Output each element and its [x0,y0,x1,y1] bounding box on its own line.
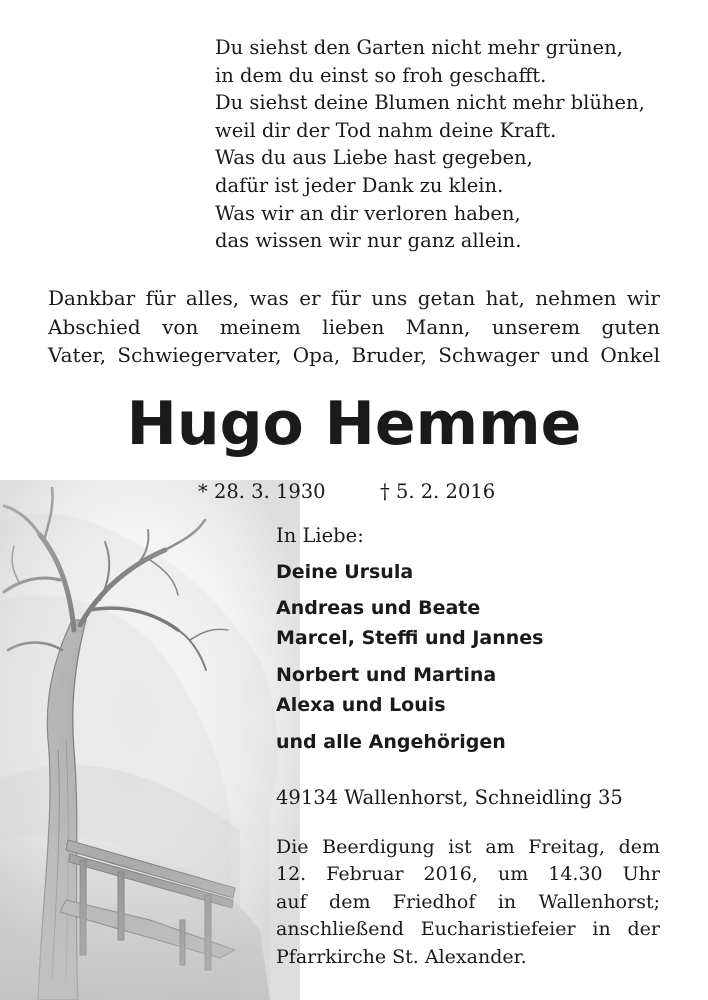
in-love-label: In Liebe: [276,524,364,547]
deceased-name: Hugo Hemme [126,389,582,459]
funeral-notice [276,834,660,971]
poem-line: Du siehst deine Blumen nicht mehr blühen, [215,91,645,115]
poem-line: das wissen wir nur ganz allein. [215,229,522,253]
intro-line: Abschied von meinem lieben Mann, unserem guten [48,314,660,339]
poem-line: Was wir an dir verloren haben, [215,201,521,225]
intro-paragraph [48,284,660,370]
mourner-family: Andreas und Beate [276,597,481,619]
mourner-family: Alexa und Louis [276,694,446,716]
funeral-line: Die Beerdigung ist am Freitag, dem [276,836,660,858]
poem-line: dafür ist jeder Dank zu klein. [215,173,504,197]
poem-line: in dem du einst so froh geschafft. [215,63,547,87]
funeral-line: auf dem Friedhof in Wallenhorst; [276,890,660,913]
intro-line: Dankbar für alles, was er für uns getan hat, nehmen wir [48,286,660,310]
address: 49134 Wallenhorst, Schneidling 35 [276,786,623,809]
mourner-family: Norbert und Martina [276,664,497,686]
tree-bench-illustration [0,480,300,1000]
funeral-line: anschließend Eucharistiefeier in der [276,918,660,941]
birth-date: * 28. 3. 1930 [198,480,326,503]
poem-line: weil dir der Tod nahm deine Kraft. [215,118,557,142]
poem [215,34,645,255]
mourner-family: Marcel, Steffi und Jannes [276,627,544,649]
poem-line: Du siehst den Garten nicht mehr grünen, [215,36,623,59]
poem-line: Was du aus Liebe hast gegeben, [215,146,533,170]
funeral-line: 12. Februar 2016, um 14.30 Uhr [276,863,660,886]
intro-line: Vater, Schwiegervater, Opa, Bruder, Schwager und Onkel [48,343,660,368]
funeral-line: Pfarrkirche St. Alexander. [276,945,527,968]
death-date: † 5. 2. 2016 [380,480,496,503]
mourner-wife: Deine Ursula [276,561,414,583]
mourner-others: und alle Angehörigen [276,731,506,753]
